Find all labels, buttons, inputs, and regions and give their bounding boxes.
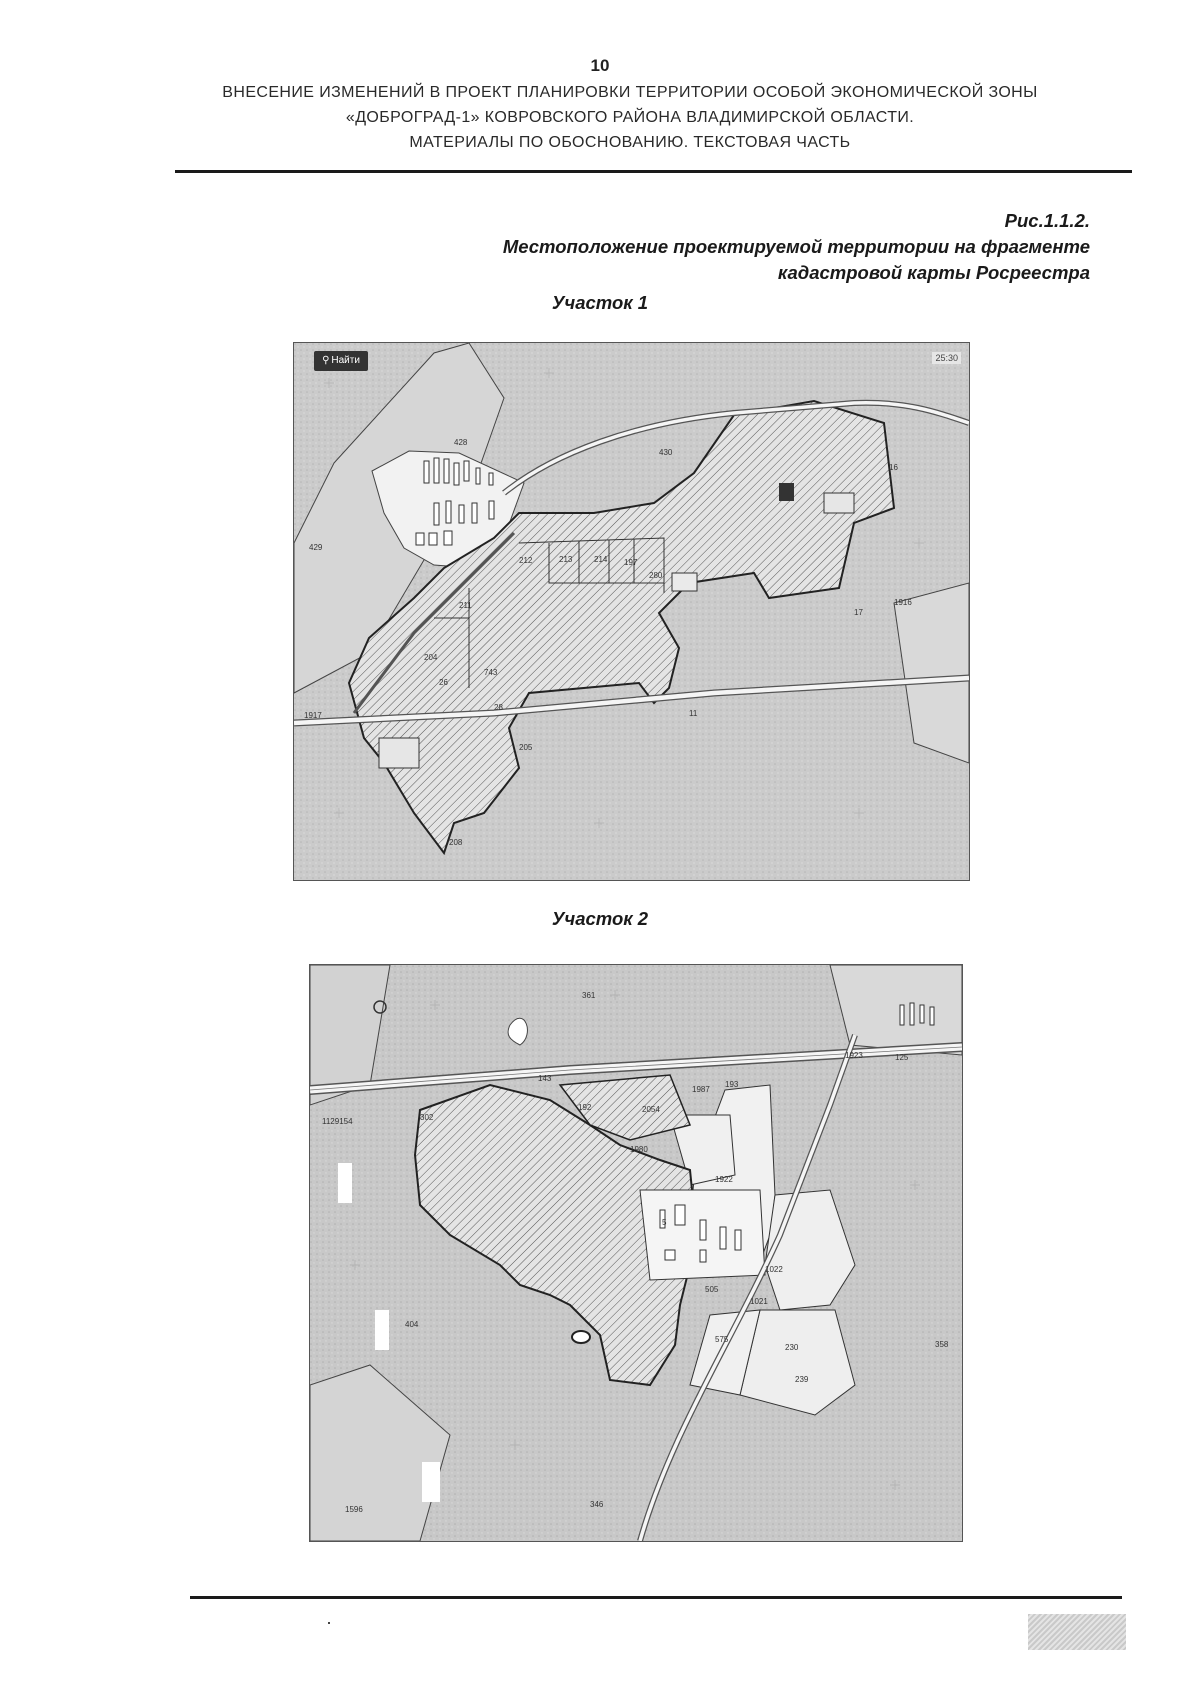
parcel-number: 575 xyxy=(715,1335,729,1344)
header-line: ВНЕСЕНИЕ ИЗМЕНЕНИЙ В ПРОЕКТ ПЛАНИРОВКИ ТЕРРИТОРИИ ОСОБОЙ ЭКОНОМИЧЕСКОЙ ЗОНЫ xyxy=(222,84,1038,101)
scanned-stamp-mark xyxy=(1028,1614,1126,1650)
search-icon: ⚲ xyxy=(322,355,330,366)
parcel-number: 5 xyxy=(662,1218,667,1227)
parcel-number: 213 xyxy=(559,555,573,564)
parcel-number: 361 xyxy=(582,991,596,1000)
parcel-number: 1980 xyxy=(630,1145,648,1154)
footer-rule xyxy=(190,1596,1122,1599)
parcel-number: 1596 xyxy=(345,1505,363,1514)
figure-caption-line: Местоположение проектируемой территории на фрагменте xyxy=(502,236,1090,257)
figure-caption xyxy=(390,208,1090,286)
plot-2-label: Участок 2 xyxy=(551,908,649,929)
parcel-number: 214 xyxy=(594,555,608,564)
cadastral-map-plot-1-drawing xyxy=(294,343,969,880)
cadastral-map-plot-2 xyxy=(309,964,963,1542)
header-line: МАТЕРИАЛЫ ПО ОБОСНОВАНИЮ. ТЕКСТОВАЯ ЧАСТЬ xyxy=(409,134,851,151)
parcel-number: 505 xyxy=(705,1285,719,1294)
parcel-number: 16 xyxy=(889,463,898,472)
parcel-number: 743 xyxy=(484,668,498,677)
parcel-number: 1129154 xyxy=(322,1117,353,1126)
parcel-number: 26 xyxy=(439,678,448,687)
parcel-number: 205 xyxy=(519,743,533,752)
parcel-number: 143 xyxy=(538,1074,552,1083)
parcel-number: 212 xyxy=(519,556,533,565)
running-header xyxy=(150,80,1110,155)
figure-caption-line: кадастровой карты Росреестра xyxy=(777,262,1090,283)
page-number: 10 xyxy=(590,56,610,75)
parcel-number: 239 xyxy=(795,1375,809,1384)
parcel-number: 429 xyxy=(309,543,323,552)
parcel-number: 125 xyxy=(895,1053,909,1062)
parcel-number: 1987 xyxy=(692,1085,710,1094)
plot-1-label: Участок 1 xyxy=(551,292,649,313)
parcel-number: 211 xyxy=(459,601,472,610)
parcel-number: 1021 xyxy=(750,1297,768,1306)
parcel-number: 193 xyxy=(725,1080,739,1089)
parcel-number: 346 xyxy=(590,1500,604,1509)
scan-speck xyxy=(328,1622,330,1624)
parcel-number: 1923 xyxy=(845,1051,863,1060)
map-scale: 25:30 xyxy=(932,352,961,364)
parcel-number: 208 xyxy=(449,838,463,847)
header-rule xyxy=(175,170,1132,173)
cadastral-map-plot-1 xyxy=(293,342,970,881)
parcel-number: 28 xyxy=(494,703,503,712)
parcel-number: 230 xyxy=(785,1343,799,1352)
cadastral-map-plot-2-drawing xyxy=(310,965,962,1541)
parcel-number: 280 xyxy=(649,571,663,580)
parcel-number: 17 xyxy=(854,608,863,617)
parcel-number: 302 xyxy=(420,1113,434,1122)
parcel-number: 192 xyxy=(578,1103,592,1112)
header-line: «ДОБРОГРАД-1» КОВРОВСКОГО РАЙОНА ВЛАДИМИРСКОЙ ОБЛАСТИ. xyxy=(345,109,915,126)
parcel-number: 11 xyxy=(689,709,698,718)
figure-number: Рис.1.1.2. xyxy=(1004,210,1090,231)
parcel-number: 404 xyxy=(405,1320,419,1329)
parcel-number: 2054 xyxy=(642,1105,660,1114)
parcel-number: 428 xyxy=(454,438,468,447)
parcel-number: 1922 xyxy=(715,1175,733,1184)
parcel-number: 197 xyxy=(624,558,638,567)
parcel-number: 358 xyxy=(935,1340,949,1349)
parcel-number: 1022 xyxy=(765,1265,783,1274)
find-button[interactable] xyxy=(314,351,368,371)
parcel-number: 1916 xyxy=(894,598,912,607)
parcel-number: 1917 xyxy=(304,711,322,720)
find-button-label: Найти xyxy=(331,355,360,366)
parcel-number: 204 xyxy=(424,653,438,662)
parcel-number: 430 xyxy=(659,448,673,457)
